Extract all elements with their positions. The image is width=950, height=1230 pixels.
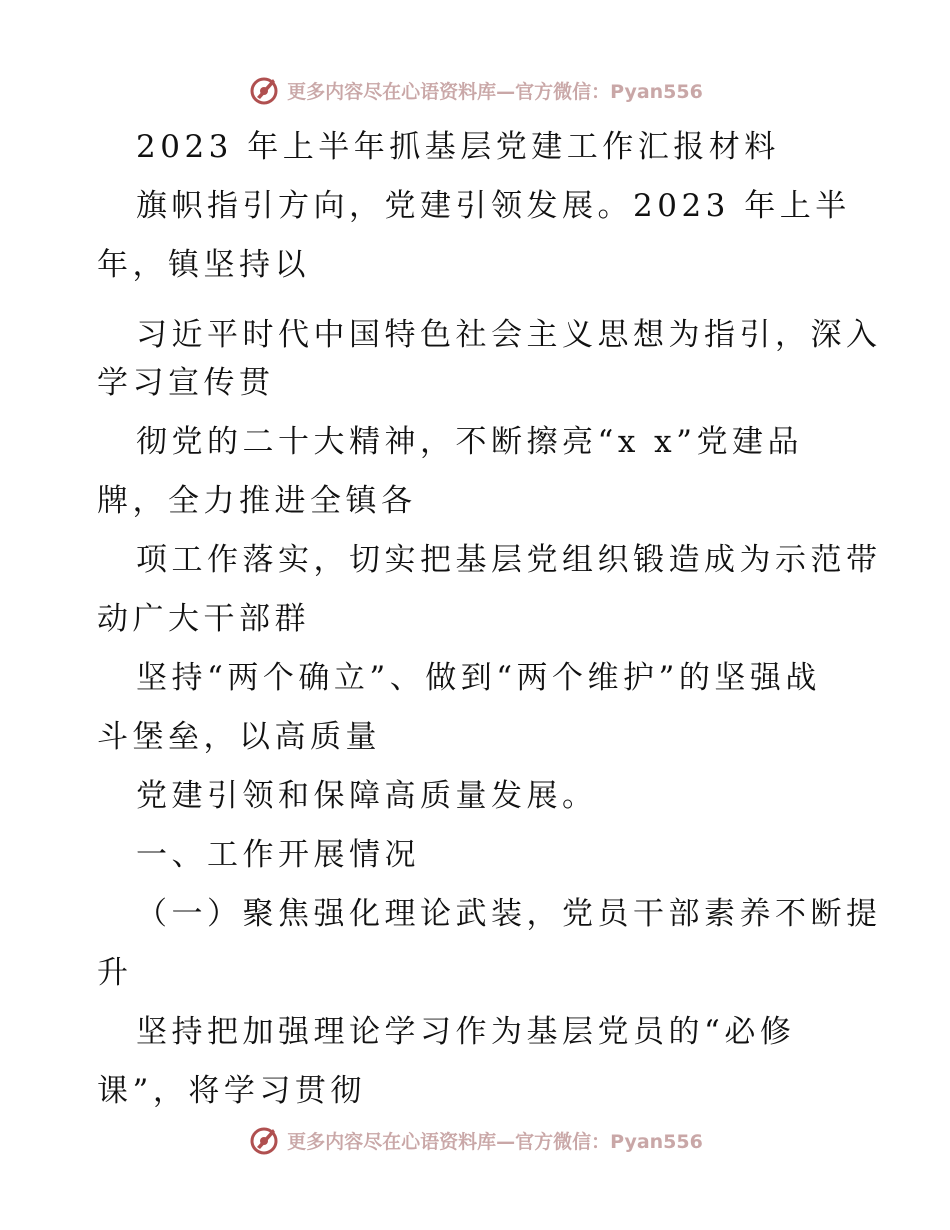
paragraph-line: 斗堡垒，以高质量 bbox=[97, 719, 381, 755]
paragraph-line: 党建引领和保障高质量发展。 bbox=[136, 778, 598, 814]
watermark-text: 更多内容尽在心语资料库—官方微信：Pyan556 bbox=[287, 1130, 703, 1153]
paragraph-line: 旗帜指引方向，党建引领发展。2023 年上半 bbox=[136, 188, 851, 224]
paragraph-line: 项工作落实，切实把基层党组织锻造成为示范带 bbox=[136, 542, 882, 578]
paragraph-line: 年，镇坚持以 bbox=[97, 247, 310, 283]
paragraph-line: 动广大干部群 bbox=[97, 601, 310, 637]
paragraph-line: 彻党的二十大精神，不断擦亮“x x”党建品 bbox=[136, 424, 804, 460]
paragraph-line: 习近平时代中国特色社会主义思想为指引，深入 bbox=[136, 317, 882, 353]
watermark-text: 更多内容尽在心语资料库—官方微信：Pyan556 bbox=[287, 80, 703, 103]
paragraph-line: 课”，将学习贯彻 bbox=[97, 1073, 366, 1109]
paragraph-line: 牌，全力推进全镇各 bbox=[97, 483, 417, 519]
document-title: 2023 年上半年抓基层党建工作汇报材料 bbox=[136, 129, 780, 165]
footer-watermark bbox=[0, 1120, 950, 1160]
paragraph-line: 坚持“两个确立”、做到“两个维护”的坚强战 bbox=[136, 660, 821, 696]
quill-circle-logo-icon bbox=[247, 73, 281, 107]
paragraph-line: 坚持把加强理论学习作为基层党员的“必修 bbox=[136, 1014, 796, 1050]
header-watermark bbox=[0, 70, 950, 110]
section-heading: 一、工作开展情况 bbox=[136, 837, 420, 873]
paragraph-line: 学习宣传贯 bbox=[97, 365, 275, 401]
subsection-heading-continued: 升 bbox=[97, 955, 133, 991]
subsection-heading: （一）聚焦强化理论武装，党员干部素养不断提 bbox=[136, 896, 882, 932]
quill-circle-logo-icon bbox=[247, 1123, 281, 1157]
